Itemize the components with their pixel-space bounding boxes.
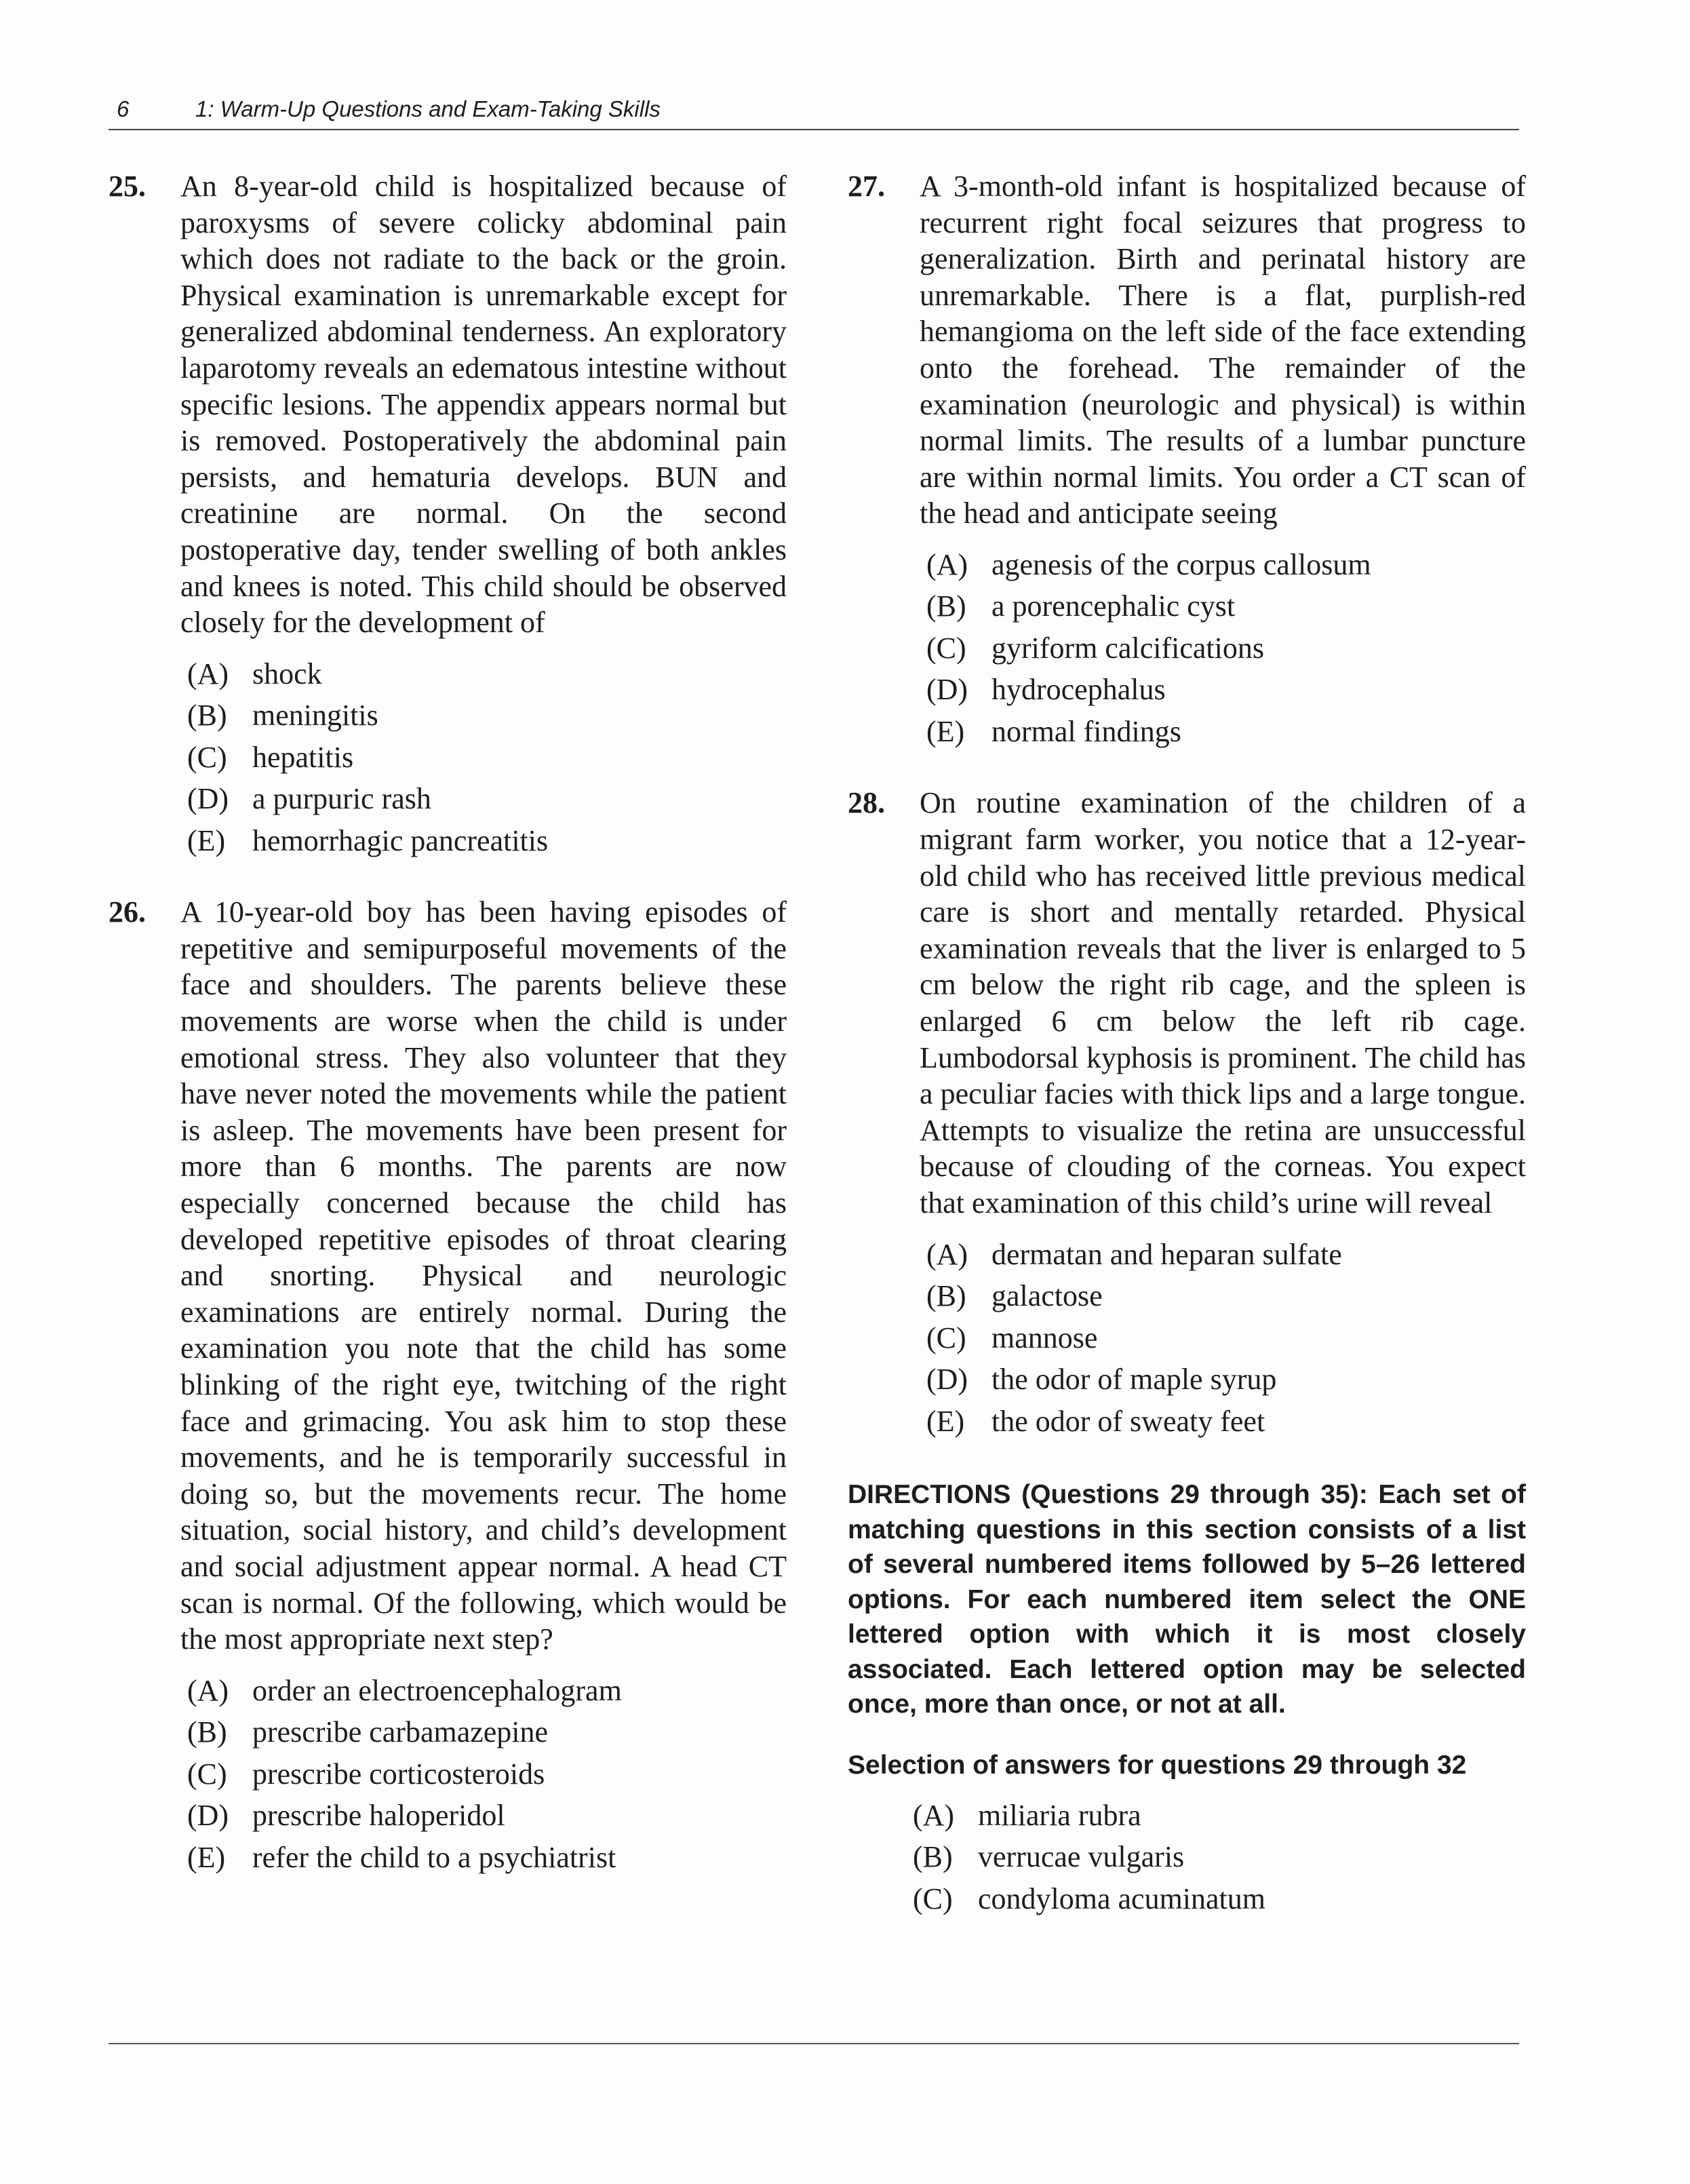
left-column <box>109 168 787 1878</box>
question-26 <box>109 894 787 1878</box>
question-stem: A 10-year-old boy has been having episodes of repetitive and semipurposeful movements of the face and shoulders. The parents believe these movements are worse when the child is under emotional stress. They also volunteer that they have never noted the movements while the patient is asleep. The movements have been present for more than 6 months. The parents are now especially concerned because the child has developed repetitive episodes of throat clearing and snorting. Physical and neurologic examinations are entirely normal. During the examination you note that the child has some blinking of the right eye, twitching of the right face and grimacing. You ask him to stop these movements, and he is temporarily successful in doing so, but the movements recur. The home situation, social history, and child’s development and social adjustment appear normal. A head CT scan is normal. Of the following, which would be the most appropriate next step? <box>180 895 787 1656</box>
answer-option: (E) normal findings <box>926 714 1181 748</box>
answer-options <box>920 544 1526 753</box>
answer-option: (C) gyriform calcifications <box>926 631 1264 665</box>
directions-paragraph: DIRECTIONS (Questions 29 through 35): Each set of matching questions in this section consists of a list of several numbered items followed by 5–26 lettered options. For each numbered item select the ONE lettered option with which it is most closely associated. Each lettered option may be selected once, more than once, or not at all. <box>848 1480 1526 1719</box>
answer-option: (A) agenesis of the corpus callosum <box>926 547 1371 581</box>
question-number: 25. <box>109 170 146 203</box>
page-header <box>109 94 1519 130</box>
answer-option: (E) refer the child to a psychiatrist <box>187 1840 616 1874</box>
question-27 <box>848 168 1526 752</box>
selection-options <box>848 1795 1526 1920</box>
answer-option: (D) a purpuric rash <box>187 782 431 816</box>
answer-option: (B) prescribe carbamazepine <box>187 1715 549 1749</box>
answer-option: (D) prescribe haloperidol <box>187 1799 505 1833</box>
question-stem: An 8-year-old child is hospitalized because of paroxysms of severe colicky abdominal pain which does not radiate to the back or the groin. Physical examination is unremarkable except for generalized abdominal tenderness. An exploratory laparotomy reveals an edematous intestine without specific lesions. The appendix appears normal but is removed. Postoperatively the abdominal pain persists, and hematuria develops. BUN and creatinine are normal. On the second postoperative day, tender swelling of both ankles and knees is noted. This child should be observed closely for the development of <box>180 170 787 640</box>
question-25 <box>109 168 787 861</box>
answer-option: (A) miliaria rubra <box>913 1798 1141 1832</box>
answer-option: (B) a porencephalic cyst <box>926 589 1236 623</box>
answer-options <box>180 653 787 862</box>
answer-option: (C) prescribe corticosteroids <box>187 1757 545 1791</box>
answer-option: (A) shock <box>187 657 322 690</box>
question-number: 28. <box>848 786 885 820</box>
answer-option: (E) hemorrhagic pancreatitis <box>187 823 549 857</box>
running-title: 1: Warm-Up Questions and Exam-Taking Skills <box>195 96 661 121</box>
answer-options <box>920 1234 1526 1443</box>
answer-option: (A) order an electroencephalogram <box>187 1673 622 1707</box>
answer-option: (C) mannose <box>926 1321 1098 1354</box>
answer-option: (B) meningitis <box>187 699 378 733</box>
answer-option: (B) verrucae vulgaris <box>913 1840 1185 1874</box>
question-stem: On routine examination of the children of a migrant farm worker, you notice that a 12-year-old child who has received little previous medical care is short and mentally retarded. Physical examination reveals that the liver is enlarged to 5 cm below the right rib cage, and the spleen is enlarged 6 cm below the left rib cage. Lumbodorsal kyphosis is prominent. The child has a peculiar facies with thick lips and a large tongue. Attempts to visualize the retina are unsuccessful because of clouding of the corneas. You expect that examination of this child’s urine will reveal <box>920 786 1526 1220</box>
footer-rule <box>109 2043 1519 2044</box>
answer-option: (A) dermatan and heparan sulfate <box>926 1237 1342 1271</box>
question-stem: A 3-month-old infant is hospitalized because of recurrent right focal seizures that progress to generalization. Birth and perinatal history are unremarkable. There is a flat, purplish-red hemangioma on the left side of the face extending onto the forehead. The remainder of the examination (neurologic and physical) is within normal limits. The results of a lumbar puncture are within normal limits. You order a CT scan of the head and anticipate seeing <box>920 170 1526 530</box>
answer-options <box>180 1670 787 1879</box>
question-number: 26. <box>109 895 146 929</box>
answer-option: (D) hydrocephalus <box>926 673 1166 707</box>
answer-option: (C) hepatitis <box>187 740 354 774</box>
question-28 <box>848 785 1526 1442</box>
question-number: 27. <box>848 170 885 203</box>
answer-option: (B) galactose <box>926 1279 1103 1313</box>
right-column <box>848 168 1526 1919</box>
page-number: 6 <box>117 96 130 121</box>
answer-option: (D) the odor of maple syrup <box>926 1363 1277 1397</box>
answer-option: (C) condyloma acuminatum <box>913 1881 1265 1915</box>
answer-option: (E) the odor of sweaty feet <box>926 1404 1265 1438</box>
selection-heading: Selection of answers for questions 29 through 32 <box>848 1750 1467 1780</box>
